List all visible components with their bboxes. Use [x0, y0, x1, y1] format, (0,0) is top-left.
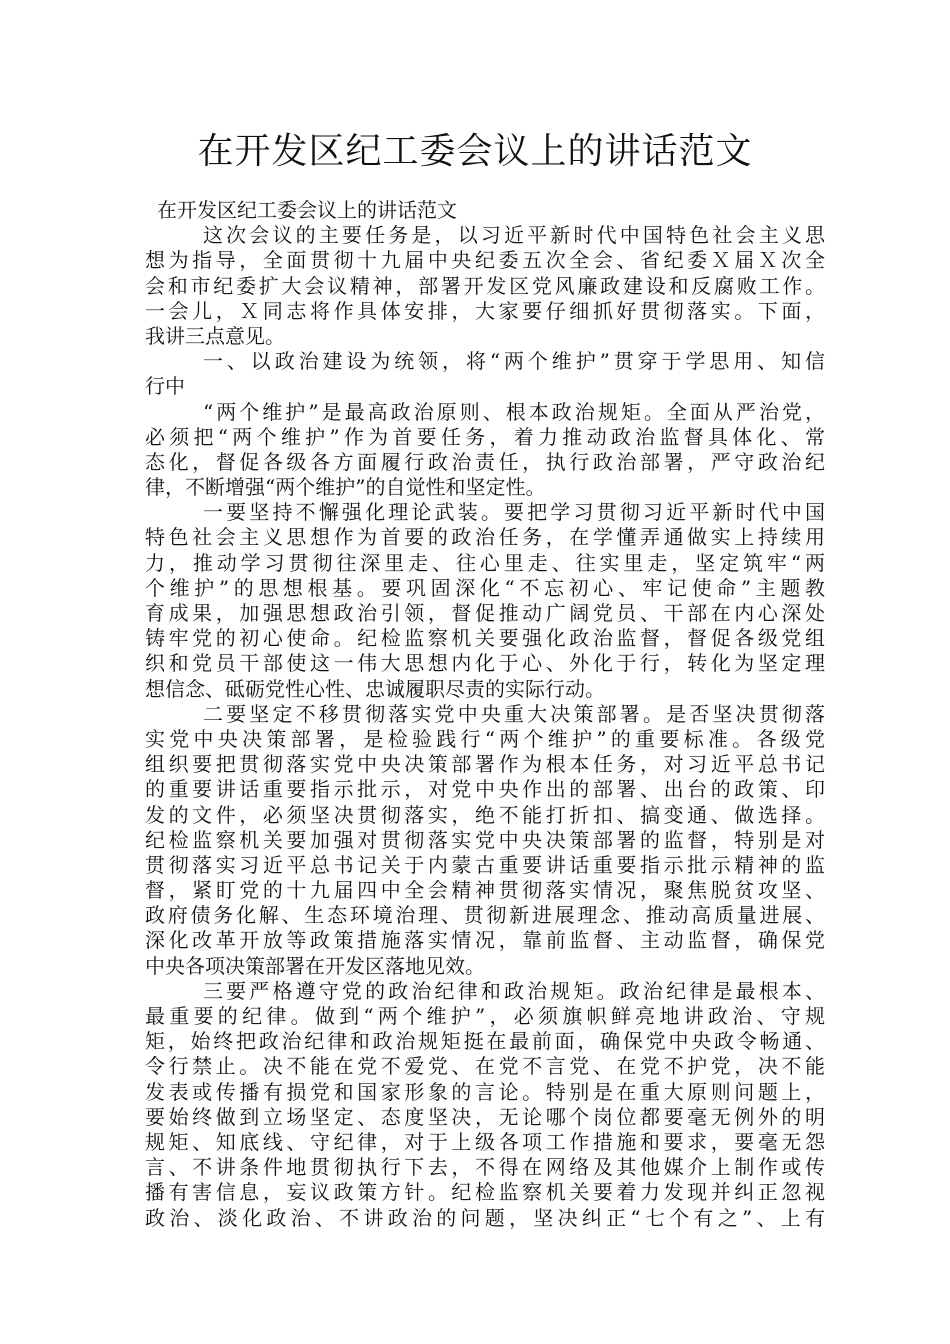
- text-line: 在开发区纪工委会议上的讲话范文: [157, 198, 457, 222]
- text-line: 督，紧盯党的十九届四中全会精神贯彻落实情况，聚焦脱贫攻坚、: [145, 878, 825, 903]
- text-line: 要始终做到立场坚定、态度坚决，无论哪个岗位都要毫无例外的明: [145, 1104, 825, 1129]
- text-line: 会和市纪委扩大会议精神，部署开发区党风廉政建设和反腐败工作。: [145, 273, 825, 298]
- text-line: 发的文件，必须坚决贯彻落实，绝不能打折扣、搞变通、做选择。: [145, 802, 825, 827]
- document-body: [145, 198, 825, 1231]
- text-line: 育成果，加强思想政治引领，督促推动广阔党员、干部在内心深处: [145, 601, 825, 625]
- text-line: 这次会议的主要任务是，以习近平新时代中国特色社会主义思: [203, 223, 825, 248]
- text-line: 律，不断增强“两个维护”的自觉性和坚定性。: [145, 475, 546, 500]
- text-line: 一要坚持不懈强化理论武装。要把学习贯彻习近平新时代中国: [203, 500, 825, 525]
- text-line: 态化，督促各级各方面履行政治责任，执行政治部署，严守政治纪: [145, 449, 825, 474]
- text-line: 矩，始终把政治纪律和政治规矩挺在最前面，确保党中央政令畅通、: [145, 1029, 825, 1054]
- text-line: 贯彻落实习近平总书记关于内蒙古重要讲话重要指示批示精神的监: [145, 852, 825, 877]
- text-line: 二要坚定不移贯彻落实党中央重大决策部署。是否坚决贯彻落: [203, 701, 825, 726]
- text-line: 特色社会主义思想作为首要的政治任务，在学懂弄通做实上持续用: [145, 525, 825, 550]
- text-line: 组织要把贯彻落实党中央决策部署作为根本任务，对习近平总书记: [145, 752, 825, 777]
- text-line: 必须把“两个维护”作为首要任务，着力推动政治监督具体化、常: [145, 424, 825, 449]
- text-line: 最重要的纪律。做到“两个维护”，必须旗帜鲜亮地讲政治、守规: [145, 1004, 825, 1028]
- text-line: 规矩、知底线、守纪律，对于上级各项工作措施和要求，要毫无怨: [145, 1129, 825, 1154]
- text-line: 想为指导，全面贯彻十九届中央纪委五次全会、省纪委Ｘ届Ｘ次全: [145, 248, 825, 273]
- text-line: 想信念、砥砺党性心性、忠诚履职尽责的实际行动。: [145, 676, 605, 701]
- text-line: 实党中央决策部署，是检验践行“两个维护”的重要标准。各级党: [145, 726, 825, 751]
- text-line: 铸牢党的初心使命。纪检监察机关要强化政治监督，督促各级党组: [145, 626, 825, 651]
- text-line: 织和党员干部使这一伟大思想内化于心、外化于行，转化为坚定理: [145, 651, 825, 676]
- document-title: 在开发区纪工委会议上的讲话范文: [197, 131, 753, 172]
- text-line: 深化改革开放等政策措施落实情况，靠前监督、主动监督，确保党: [145, 928, 825, 953]
- text-line: 令行禁止。决不能在党不爱党、在党不言党、在党不护党，决不能: [145, 1054, 825, 1079]
- text-line: 言、不讲条件地贯彻执行下去，不得在网络及其他媒介上制作或传: [145, 1155, 825, 1180]
- text-line: 一会儿，Ｘ同志将作具体安排，大家要仔细抓好贯彻落实。下面，: [145, 298, 825, 323]
- text-line: 发表或传播有损党和国家形象的言论。特别是在重大原则问题上，: [145, 1079, 825, 1104]
- text-line: 我讲三点意见。: [145, 323, 285, 348]
- text-line: 政治、淡化政治、不讲政治的问题，坚决纠正“七个有之”、上有: [145, 1205, 825, 1230]
- text-line: 的重要讲话重要指示批示，对党中央作出的部署、出台的政策、印: [145, 777, 825, 802]
- text-line: 政府债务化解、生态环境治理、贯彻新进展理念、推动高质量进展、: [145, 903, 825, 928]
- text-line: 三要严格遵守党的政治纪律和政治规矩。政治纪律是最根本、: [203, 978, 825, 1003]
- text-line: 一、以政治建设为统领，将“两个维护”贯穿于学思用、知信: [203, 349, 825, 374]
- text-line: 中央各项决策部署在开发区落地见效。: [145, 953, 485, 978]
- text-line: 个维护”的思想根基。要巩固深化“不忘初心、牢记使命”主题教: [145, 575, 825, 600]
- text-line: 纪检监察机关要加强对贯彻落实党中央决策部署的监督，特别是对: [145, 827, 825, 852]
- text-line: 行中: [145, 374, 185, 399]
- text-line: 力，推动学习贯彻往深里走、往心里走、往实里走，坚定筑牢“两: [145, 550, 825, 575]
- text-line: 播有害信息，妄议政策方针。纪检监察机关要着力发现并纠正忽视: [145, 1180, 825, 1205]
- text-line: “两个维护”是最高政治原则、根本政治规矩。全面从严治党，: [203, 399, 825, 424]
